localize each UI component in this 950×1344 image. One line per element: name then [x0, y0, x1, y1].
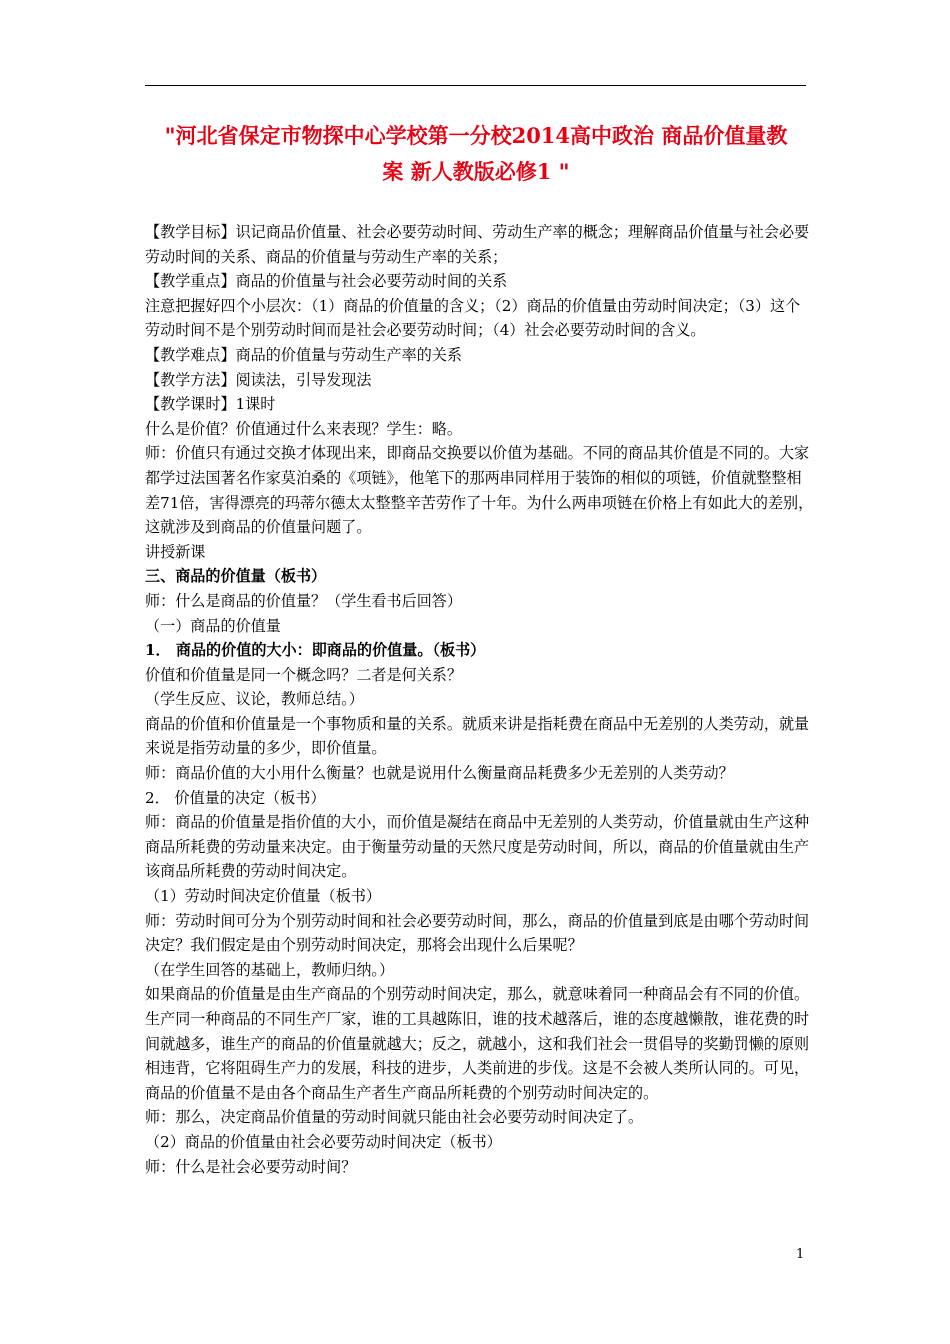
header-rule — [145, 85, 806, 86]
paragraph: 三、商品的价值量（板书） — [145, 567, 327, 586]
paragraph: （在学生回答的基础上，教师归纳。） — [145, 960, 395, 979]
paragraph: 【教学难点】商品的价值量与劳动生产率的关系 — [145, 345, 462, 364]
paragraph: 注意把握好四个小层次：（1）商品的价值量的含义；（2）商品的价值量由劳动时间决定；（3）这个劳动时间不是个别劳动时间而是社会必要劳动时间；（4）社会必要劳动时间的含义。 — [145, 296, 801, 340]
paragraph: 师：那么，决定商品价值量的劳动时间就只能由社会必要劳动时间决定了。 — [145, 1108, 644, 1127]
paragraph: （学生反应、议论，教师总结。） — [145, 690, 364, 709]
paragraph: 【教学方法】阅读法，引导发现法 — [145, 370, 372, 389]
title-line-2: 案 新人教版必修1 " — [382, 159, 570, 184]
paragraph: 师：商品的价值量是指价值的大小，而价值是凝结在商品中无差别的人类劳动，价值量就由生产这种商品所耗费的劳动量来决定。由于衡量劳动量的天然尺度是劳动时间，所以，商品的价值量就由生产该商品所耗费的劳动时间决定。 — [145, 813, 810, 881]
document-title — [140, 118, 812, 190]
paragraph: 师：价值只有通过交换才体现出来，即商品交换要以价值为基础。不同的商品其价值是不同的。大家都学过法国著名作家莫泊桑的《项链》，他笔下的那两串同样用于装饰的相似的项链，价值就整整相差71倍，害得漂亮的玛蒂尔德太太整整辛苦劳作了十年。为什么两串项链在价格上有如此大的差别，这就涉及到商品的价值量问题了。 — [145, 444, 814, 537]
paragraph: 什么是价值？价值通过什么来表现？学生：略。 — [145, 419, 462, 438]
paragraph: 如果商品的价值量是由生产商品的个别劳动时间决定，那么，就意味着同一种商品会有不同的价值。生产同一种商品的不同生产厂家，谁的工具越陈旧，谁的技术越落后，谁的态度越懒散，谁花费的时间就越多，谁生产的商品的价值量就越大；反之，就越小，这和我们社会一贯倡导的奖勤罚懒的原则相违背，它将阻碍生产力的发展，科技的进步，人类前进的步伐。这是不会被人类所认同的。可见，商品的价值量不是由各个商品生产者生产商品所耗费的个别劳动时间决定的。 — [145, 985, 810, 1102]
paragraph: 价值和价值量是同一个概念吗？二者是何关系？ — [145, 665, 462, 684]
title-line-1: "河北省保定市物探中心学校第一分校2014高中政治 商品价值量教 — [164, 123, 788, 148]
document-body — [145, 220, 815, 1179]
paragraph: （1）劳动时间决定价值量（板书） — [145, 887, 382, 906]
paragraph: 【教学课时】1课时 — [145, 395, 276, 414]
paragraph: 师：劳动时间可分为个别劳动时间和社会必要劳动时间，那么，商品的价值量到底是由哪个劳动时间决定？我们假定是由个别劳动时间决定，那将会出现什么后果呢？ — [145, 911, 810, 955]
paragraph: 1． 商品的价值的大小：即商品的价值量。（板书） — [145, 641, 486, 660]
paragraph: 师：什么是商品的价值量？（学生看书后回答） — [145, 591, 462, 610]
paragraph: 师：商品价值的大小用什么衡量？也就是说用什么衡量商品耗费多少无差别的人类劳动？ — [145, 764, 734, 783]
paragraph: 讲授新课 — [145, 542, 206, 561]
page-number: 1 — [796, 1247, 805, 1262]
paragraph: 师：什么是社会必要劳动时间？ — [145, 1157, 357, 1176]
paragraph: 【教学目标】识记商品价值量、社会必要劳动时间、劳动生产率的概念；理解商品价值量与社会必要劳动时间的关系、商品的价值量与劳动生产率的关系； — [145, 223, 810, 266]
paragraph: 【教学重点】商品的价值量与社会必要劳动时间的关系 — [145, 272, 508, 291]
paragraph: 2． 价值量的决定（板书） — [145, 788, 326, 807]
paragraph: 商品的价值和价值量是一个事物质和量的关系。就质来讲是指耗费在商品中无差别的人类劳动，就量来说是指劳动量的多少，即价值量。 — [145, 714, 810, 758]
paragraph: （一）商品的价值量 — [145, 616, 281, 635]
paragraph: （2）商品的价值量由社会必要劳动时间决定（板书） — [145, 1132, 502, 1151]
